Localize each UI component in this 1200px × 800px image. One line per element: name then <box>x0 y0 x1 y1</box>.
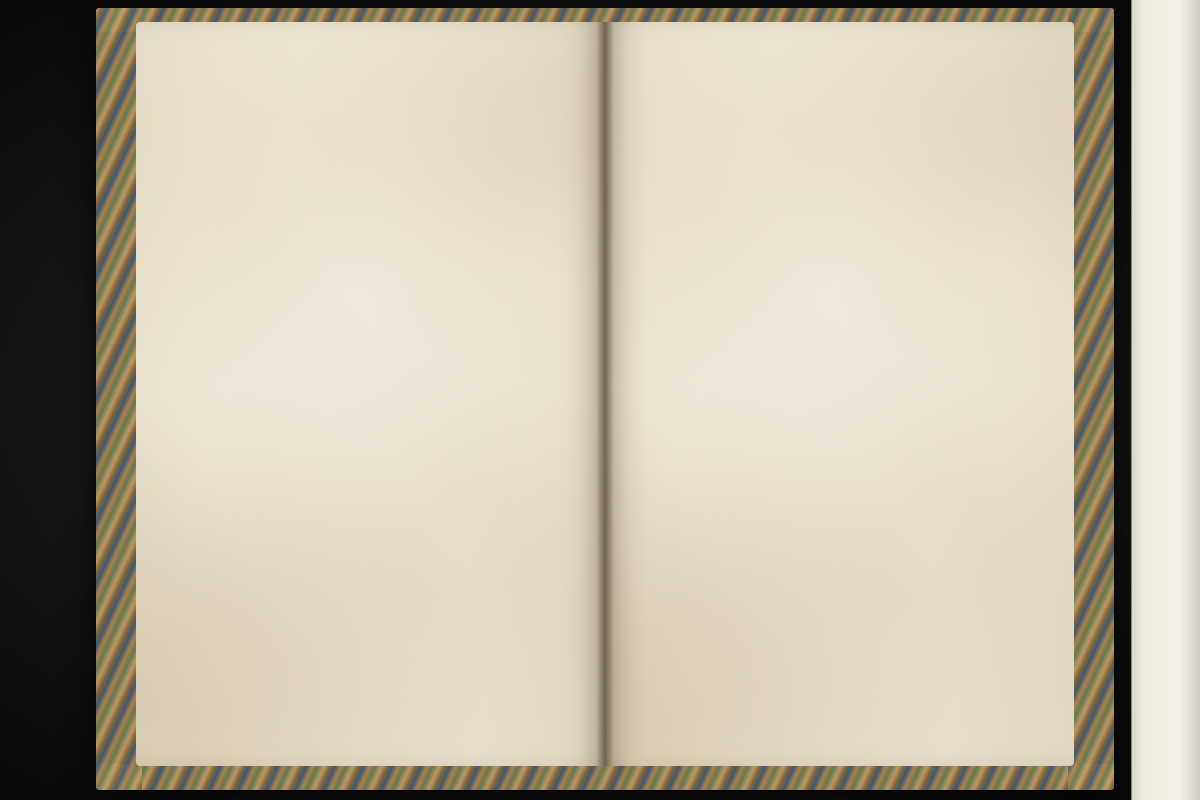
left-page <box>136 22 605 766</box>
open-book <box>96 8 1114 790</box>
marbled-cover-bottom <box>96 764 1114 790</box>
right-page <box>605 22 1074 766</box>
marbled-cover-right <box>1068 8 1114 790</box>
page-spread <box>136 22 1074 766</box>
paper-foxing-right <box>605 22 1074 766</box>
paper-foxing-left <box>136 22 605 766</box>
measuring-ruler <box>1131 0 1200 800</box>
